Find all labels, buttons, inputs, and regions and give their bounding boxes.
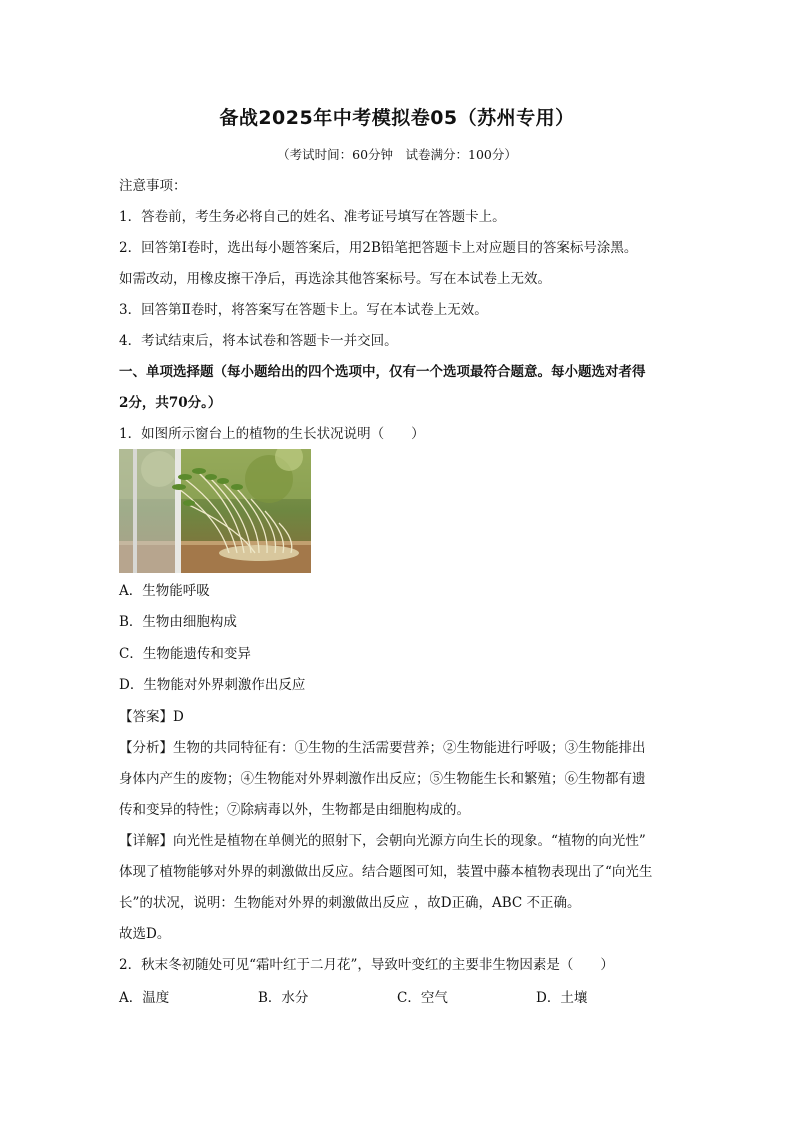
option-d: D．土壤 bbox=[536, 990, 588, 1006]
notice-heading: 注意事项： bbox=[119, 178, 187, 194]
notice-item: 3．回答第Ⅱ卷时，将答案写在答题卡上。写在本试卷上无效。 bbox=[119, 302, 488, 318]
question-1-stem: 1．如图所示窗台上的植物的生长状况说明（ ） bbox=[119, 426, 425, 442]
page-title: 备战2025年中考模拟卷05（苏州专用） bbox=[219, 107, 575, 129]
exam-info: （考试时间：60分钟 试卷满分：100分） bbox=[277, 147, 517, 162]
section-heading: 一、单项选择题（每小题给出的四个选项中，仅有一个选项最符合题意。每小题选对者得 bbox=[119, 364, 646, 380]
option-a: A．生物能呼吸 bbox=[119, 583, 210, 599]
section-heading-cont: 2分，共70分。） bbox=[119, 395, 222, 411]
analysis-line: 传和变异的特性；⑦除病毒以外，生物都是由细胞构成的。 bbox=[119, 802, 470, 818]
detail-line: 体现了植物能够对外界的刺激做出反应。结合题图可知，装置中藤本植物表现出了“向光生 bbox=[119, 864, 653, 880]
analysis-line: 身体内产生的废物；④生物能对外界刺激作出反应；⑤生物能生长和繁殖；⑥生物都有遗 bbox=[119, 771, 646, 787]
option-c: C．生物能遗传和变异 bbox=[119, 646, 251, 662]
option-d: D．生物能对外界刺激作出反应 bbox=[119, 677, 306, 693]
option-a: A．温度 bbox=[119, 990, 170, 1006]
notice-item: 4．考试结束后，将本试卷和答题卡一并交回。 bbox=[119, 333, 398, 349]
option-c: C．空气 bbox=[397, 990, 448, 1006]
detail-line: 长”的状况，说明：生物能对外界的刺激做出反应 ，故D正确，ABC 不正确。 bbox=[119, 895, 581, 911]
option-b: B．水分 bbox=[258, 990, 309, 1006]
answer: 【答案】D bbox=[119, 709, 184, 725]
plant-phototropism-photo bbox=[119, 449, 311, 573]
question-2-stem: 2．秋末冬初随处可见“霜叶红于二月花”，导致叶变红的主要非生物因素是（ ） bbox=[119, 957, 614, 973]
question-2-options bbox=[119, 986, 679, 1004]
analysis-line: 【分析】生物的共同特征有：①生物的生活需要营养；②生物能进行呼吸；③生物能排出 bbox=[119, 740, 646, 756]
notice-item: 2．回答第Ⅰ卷时，选出每小题答案后，用2B铅笔把答题卡上对应题目的答案标号涂黑。 bbox=[119, 240, 638, 256]
notice-item: 如需改动，用橡皮擦干净后，再选涂其他答案标号。写在本试卷上无效。 bbox=[119, 271, 551, 287]
detail-line: 【详解】向光性是植物在单侧光的照射下，会朝向光源方向生长的现象。“植物的向光性” bbox=[119, 833, 646, 849]
notice-item: 1．答卷前，考生务必将自己的姓名、准考证号填写在答题卡上。 bbox=[119, 209, 506, 225]
option-b: B．生物由细胞构成 bbox=[119, 614, 237, 630]
detail-line: 故选D。 bbox=[119, 926, 171, 942]
